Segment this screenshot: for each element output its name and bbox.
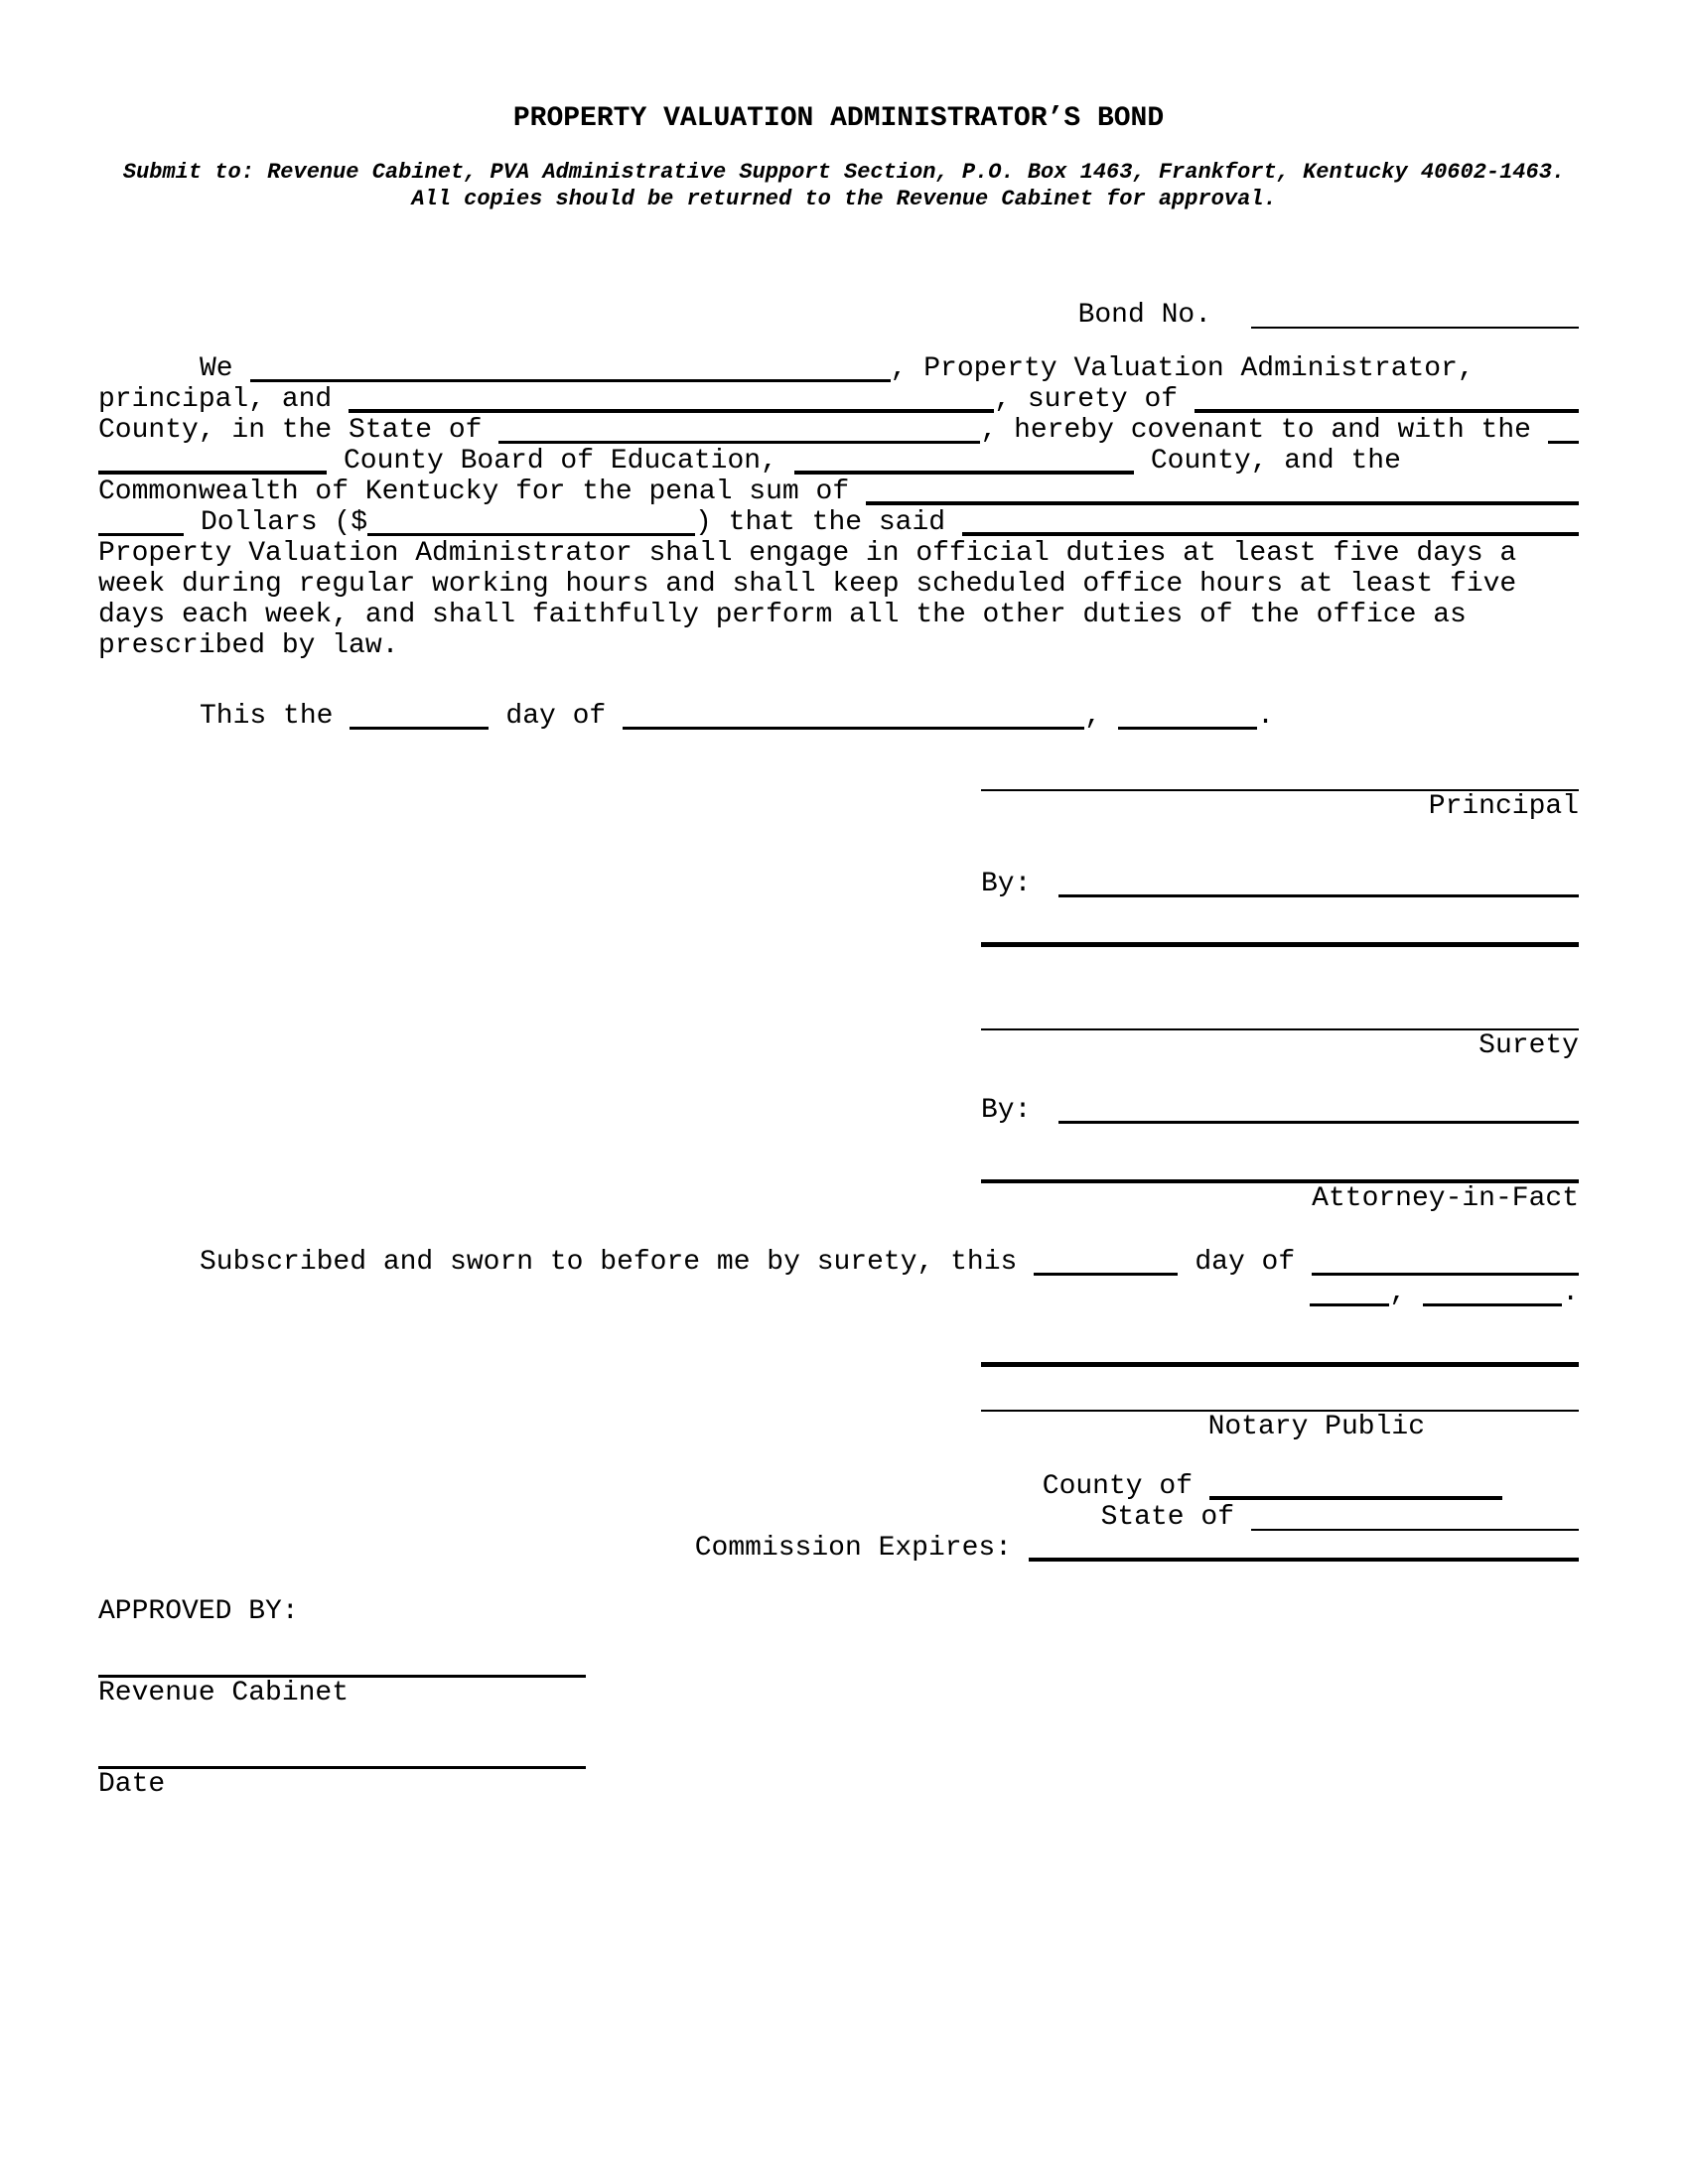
notary-signature-line — [981, 1362, 1579, 1367]
covenant-line-7 — [98, 538, 1579, 569]
board-county-blank-start — [1548, 441, 1579, 444]
principal-label-row — [981, 791, 1579, 822]
covenant-duty1: Property Valuation Administrator shall engage in official duties at least five days a — [98, 538, 1517, 569]
state-of-label: State of — [1100, 1502, 1234, 1533]
surety-by-row — [981, 1095, 1579, 1126]
notary-commission-row — [98, 1533, 1579, 1564]
penal-sum-words-blank-2 — [98, 533, 184, 536]
covenant-pva: , Property Valuation Administrator, — [890, 353, 1475, 384]
county-of-label: County of — [1042, 1471, 1193, 1502]
covenant-we: We — [200, 353, 233, 384]
covenant-that-said: ) that the said — [695, 507, 946, 538]
sworn-year-blank — [1423, 1303, 1562, 1306]
surety-label-row — [981, 1030, 1579, 1061]
covenant-duty2: week during regular working hours and shall keep scheduled office hours at least five — [98, 569, 1517, 600]
covenant-duty3: days each week, and shall faithfully perform all the other duties of the office as — [98, 600, 1467, 630]
dated-this-the: This the — [200, 701, 334, 732]
covenant-line-5 — [98, 477, 1579, 507]
board-county-blank — [98, 471, 327, 475]
sworn-comma: , — [1389, 1278, 1407, 1308]
commission-expires-blank — [1029, 1558, 1579, 1562]
covenant-line-2 — [98, 384, 1579, 415]
submit-notice-line1: Submit to: Revenue Cabinet, PVA Administrative Support Section, P.O. Box 1463, Frankfort, Kentucky 40602-1463. — [122, 160, 1566, 185]
covenant-principal-and: principal, and — [98, 384, 333, 415]
covenant-with: , hereby covenant to and with the — [980, 415, 1531, 446]
sworn-day-of: day of — [1195, 1247, 1296, 1278]
state-name-blank — [498, 441, 980, 444]
surety-name-blank — [349, 409, 994, 413]
attorney-in-fact-label: Attorney-in-Fact — [1312, 1183, 1579, 1214]
said-name-blank — [962, 532, 1579, 536]
covenant-board: County Board of Education, — [344, 446, 777, 477]
county-name-blank — [794, 471, 1134, 475]
attorney-label-row — [981, 1183, 1579, 1214]
covenant-line-9 — [98, 600, 1579, 630]
notary-county-blank — [1209, 1496, 1502, 1500]
submit-notice-line2: All copies should be returned to the Revenue Cabinet for approval. — [411, 187, 1277, 211]
covenant-line-6 — [98, 507, 1579, 538]
submit-notice — [60, 159, 1628, 212]
covenant-surety-of: , surety of — [994, 384, 1179, 415]
surety-by-blank — [1058, 1121, 1579, 1124]
approved-by-label: APPROVED BY: — [98, 1596, 299, 1627]
covenant-line-8 — [98, 569, 1579, 600]
dated-day-blank — [350, 727, 489, 730]
covenant-line-3 — [98, 415, 1579, 446]
covenant-duty4: prescribed by law. — [98, 630, 399, 661]
bond-number-row — [98, 300, 1579, 331]
penal-sum-words-blank — [866, 501, 1579, 505]
covenant-line-4 — [98, 446, 1579, 477]
principal-by-blank — [1058, 894, 1579, 897]
commission-expires-label: Commission Expires: — [694, 1533, 1012, 1564]
dated-period: . — [1257, 701, 1274, 732]
notary-state-row — [98, 1502, 1579, 1533]
principal-label: Principal — [1428, 791, 1579, 822]
bond-number-label: Bond No. — [1077, 300, 1211, 331]
notary-county-row — [98, 1471, 1579, 1502]
principal-name-blank — [250, 379, 891, 382]
surety-county-blank — [1195, 409, 1579, 413]
dated-comma: , — [1084, 701, 1102, 732]
date-label: Date — [98, 1769, 166, 1800]
covenant-county-and: County, and the — [1150, 446, 1401, 477]
notary-state-blank — [1251, 1529, 1579, 1531]
sworn-day-blank — [1034, 1273, 1178, 1276]
sworn-month-blank-2 — [1310, 1303, 1389, 1306]
covenant-dollars: Dollars ($ — [201, 507, 368, 538]
covenant-paragraph — [98, 353, 1579, 661]
surety-label: Surety — [1478, 1030, 1579, 1061]
approval-block — [98, 1596, 586, 1800]
surety-by-label: By: — [981, 1095, 1032, 1126]
signature-block — [981, 789, 1579, 1214]
dated-day-of: day of — [505, 701, 607, 732]
sworn-period: . — [1562, 1278, 1579, 1308]
covenant-line-1 — [98, 353, 1579, 384]
principal-by-row — [981, 869, 1579, 899]
sworn-line-1 — [98, 1247, 1579, 1278]
notary-block — [98, 1362, 1579, 1564]
notary-public-label: Notary Public — [1207, 1412, 1425, 1442]
principal-by-label: By: — [981, 869, 1032, 899]
revenue-cabinet-label: Revenue Cabinet — [98, 1678, 350, 1708]
sworn-text: Subscribed and sworn to before me by surety, this — [200, 1247, 1018, 1278]
covenant-commonwealth: Commonwealth of Kentucky for the penal sum of — [98, 477, 850, 507]
sworn-line-2 — [98, 1278, 1579, 1308]
bond-number-blank — [1251, 327, 1579, 329]
sworn-month-blank — [1312, 1273, 1579, 1276]
covenant-line-10 — [98, 630, 1579, 661]
dollar-amount-blank — [367, 533, 695, 536]
dated-year-blank — [1118, 727, 1257, 730]
sworn-statement — [98, 1247, 1579, 1308]
middle-signature-line — [981, 942, 1579, 947]
dated-line — [98, 701, 1579, 732]
form-title: PROPERTY VALUATION ADMINISTRATOR’S BOND — [512, 103, 1165, 134]
notary-title-row — [98, 1412, 1579, 1442]
covenant-county-state: County, in the State of — [98, 415, 483, 446]
dated-month-blank — [623, 727, 1084, 730]
